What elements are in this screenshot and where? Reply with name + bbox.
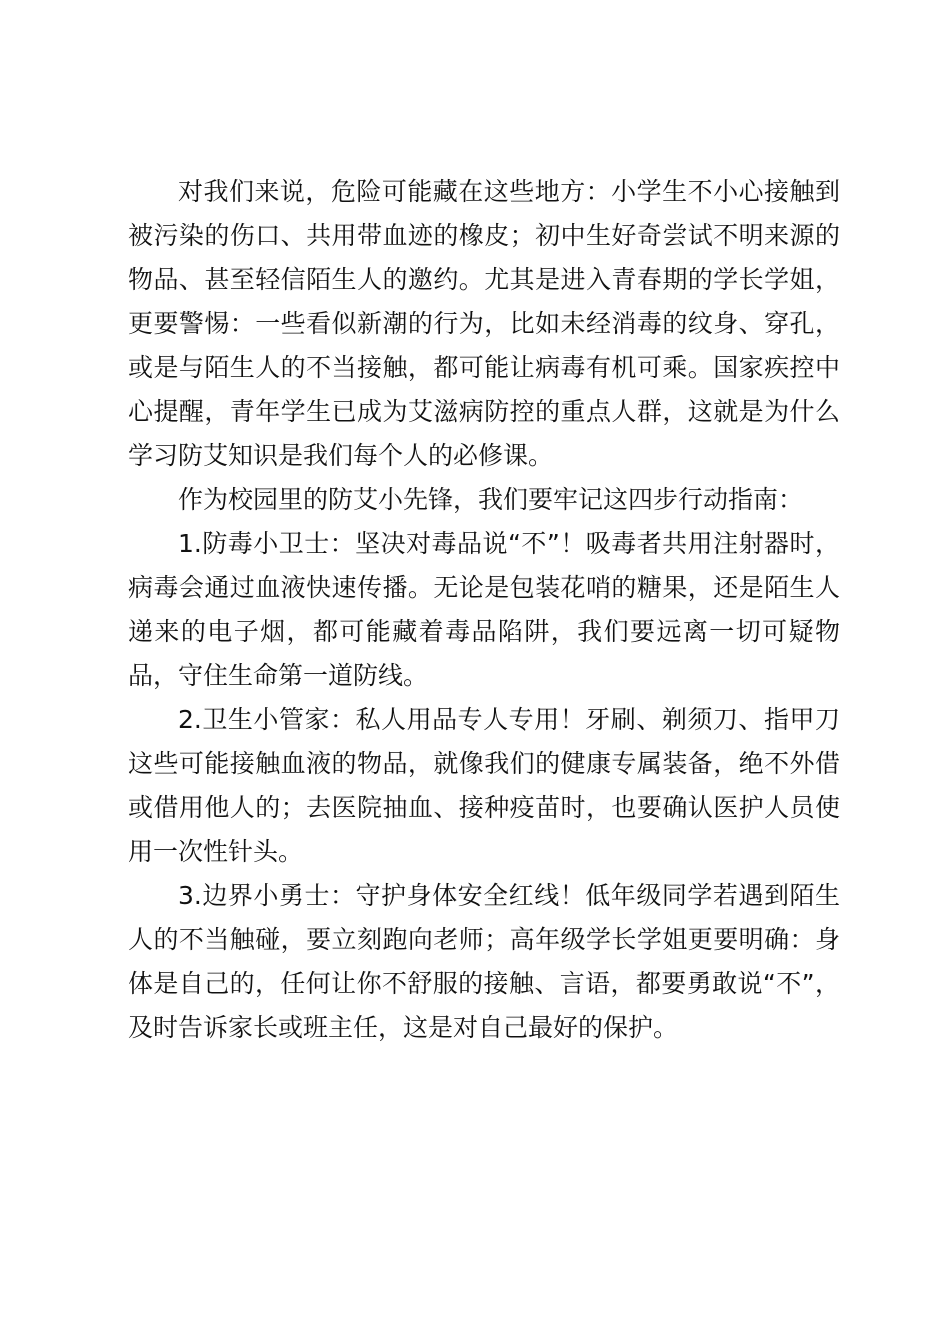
paragraph-step-1-anti-drug: 1.防毒小卫士：坚决对毒品说“不”！吸毒者共用注射器时，病毒会通过血液快速传播。无论是包装花哨的糖果，还是陌生人递来的电子烟，都可能藏着毒品陷阱，我们要远离一切可疑物品，守住生命第一道防线。	[128, 529, 840, 690]
paragraph-risk-places: 对我们来说，危险可能藏在这些地方：小学生不小心接触到被污染的伤口、共用带血迹的橡皮；初中生好奇尝试不明来源的物品、甚至轻信陌生人的邀约。尤其是进入青春期的学长学姐，更要警惕：一些看似新潮的行为，比如未经消毒的纹身、穿孔，或是与陌生人的不当接触，都可能让病毒有机可乘。国家疾控中心提醒，青年学生已成为艾滋病防控的重点人群，这就是为什么学习防艾知识是我们每个人的必修课。	[128, 177, 840, 470]
paragraph-step-2-hygiene: 2.卫生小管家：私人用品专人专用！牙刷、剃须刀、指甲刀这些可能接触血液的物品，就像我们的健康专属装备，绝不外借或借用他人的；去医院抽血、接种疫苗时，也要确认医护人员使用一次性针头。	[128, 705, 840, 866]
paragraph-action-guide-intro: 作为校园里的防艾小先锋，我们要牢记这四步行动指南：	[178, 485, 804, 514]
document-body	[128, 170, 840, 1050]
paragraph-step-3-boundary: 3.边界小勇士：守护身体安全红线！低年级同学若遇到陌生人的不当触碰，要立刻跑向老师；高年级学长学姐更要明确：身体是自己的，任何让你不舒服的接触、言语，都要勇敢说“不”，及时告诉家长或班主任，这是对自己最好的保护。	[128, 881, 840, 1042]
